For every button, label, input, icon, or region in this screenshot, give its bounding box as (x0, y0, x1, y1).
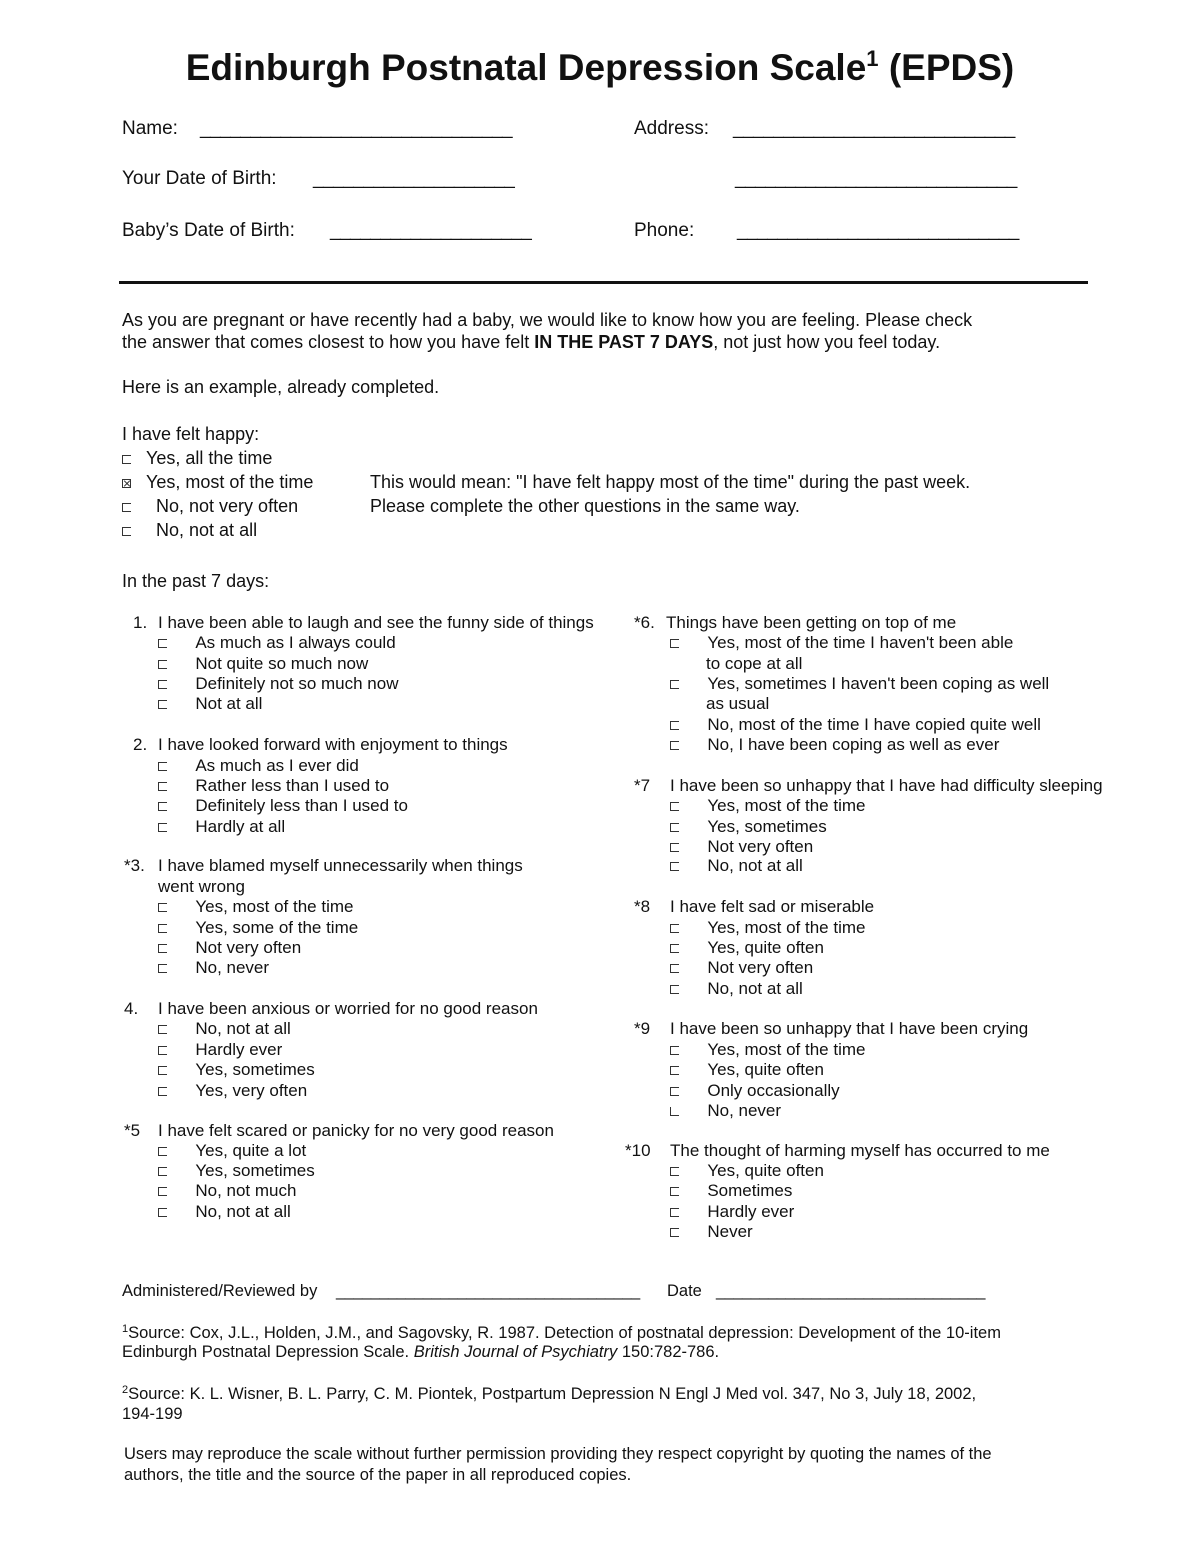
question-number: *3. (124, 856, 145, 875)
checkbox-icon[interactable] (670, 1107, 679, 1116)
name-label: Name: (122, 118, 178, 139)
answer-option[interactable]: Yes, sometimes (158, 1060, 315, 1080)
answer-option[interactable]: Definitely not so much now (158, 674, 399, 694)
checkbox-icon[interactable] (670, 741, 679, 750)
checkbox-icon[interactable] (158, 964, 167, 973)
address-label: Address: (634, 118, 709, 139)
checkbox-icon[interactable] (670, 1228, 679, 1237)
answer-option[interactable]: Never (670, 1222, 753, 1242)
example-option: Yes, all the time (122, 448, 272, 469)
question-text: I have been anxious or worried for no good reason (158, 999, 538, 1018)
source-2-line-2: 194-199 (122, 1405, 183, 1423)
question-text: The thought of harming myself has occurred to me (670, 1141, 1050, 1160)
answer-option[interactable]: Hardly ever (670, 1202, 794, 1222)
answer-option[interactable]: Yes, most of the time (670, 796, 865, 816)
answer-option[interactable]: As much as I ever did (158, 756, 359, 776)
question-number: 1. (133, 613, 148, 632)
checkbox-icon[interactable] (158, 782, 167, 791)
answer-option[interactable]: Yes, most of the time (670, 918, 865, 938)
checkbox-icon[interactable] (158, 1208, 167, 1217)
checkbox-icon[interactable] (158, 1046, 167, 1055)
usage-note-line-2: authors, the title and the source of the paper in all reproduced copies. (124, 1466, 632, 1484)
checkbox-icon (122, 503, 131, 512)
example-option-checked: Yes, most of the time (122, 472, 313, 493)
checkbox-icon[interactable] (158, 1187, 167, 1196)
checkbox-icon[interactable] (670, 1208, 679, 1217)
question-text: I have been so unhappy that I have been crying (670, 1019, 1029, 1038)
question-number: *10 (625, 1141, 651, 1160)
answer-option[interactable]: No, not at all (158, 1019, 291, 1039)
answer-option[interactable]: Yes, quite a lot (158, 1141, 306, 1161)
header-divider (119, 281, 1088, 284)
checkbox-icon[interactable] (670, 680, 679, 689)
checkbox-icon[interactable] (158, 762, 167, 771)
answer-option[interactable]: No, not at all (670, 856, 803, 876)
checkbox-icon[interactable] (158, 944, 167, 953)
answer-option[interactable]: As much as I always could (158, 633, 396, 653)
answer-option[interactable]: Yes, some of the time (158, 918, 358, 938)
answer-option[interactable]: Hardly ever (158, 1040, 282, 1060)
answer-option[interactable]: Yes, sometimes (158, 1161, 315, 1181)
answer-option[interactable]: No, most of the time I have copied quite well (670, 715, 1041, 735)
checkbox-icon[interactable] (670, 1066, 679, 1075)
answer-option[interactable]: Yes, very often (158, 1081, 307, 1101)
source-2-line-1: $^2$Source: K. L. Wisner, B. L. Parry, C. M. Piontek, Postpartum Depression N Engl J Med vol. 347, No 3, July 18, 2002, (122, 1384, 977, 1403)
example-question: I have felt happy: (122, 424, 260, 444)
question-text: I have felt scared or panicky for no very good reason (158, 1121, 554, 1140)
source-1-line-1: $^1$Source: Cox, J.L., Holden, J.M., and Sagovsky, R. 1987. Detection of postnatal depression: Development of the 10-item (122, 1323, 1001, 1342)
answer-option-continued: to cope at all (706, 654, 803, 673)
question-number: *6. (634, 613, 655, 632)
answer-option[interactable]: Not very often (670, 958, 813, 978)
answer-option-continued: as usual (706, 694, 770, 713)
checkbox-icon[interactable] (158, 924, 167, 933)
checkbox-icon[interactable] (670, 964, 679, 973)
checkbox-icon[interactable] (670, 823, 679, 832)
answer-option[interactable]: Only occasionally (670, 1081, 840, 1101)
answer-option[interactable]: Not quite so much now (158, 654, 368, 674)
checkbox-icon[interactable] (670, 1046, 679, 1055)
date-field[interactable]: _______________________________ (716, 1282, 985, 1300)
checkbox-icon[interactable] (158, 823, 167, 832)
baby-dob-label: Baby’s Date of Birth: (122, 220, 295, 241)
baby-dob-field[interactable]: ____________________ (330, 220, 532, 241)
checkbox-icon[interactable] (670, 924, 679, 933)
question-text: Things have been getting on top of me (666, 613, 957, 632)
answer-option[interactable]: Rather less than I used to (158, 776, 389, 796)
question-text: I have been so unhappy that I have had difficulty sleeping (670, 776, 1103, 795)
answer-option[interactable]: Sometimes (670, 1181, 792, 1201)
answer-option[interactable]: Hardly at all (158, 817, 285, 837)
example-option: No, not at all (122, 520, 257, 541)
answer-option[interactable]: Yes, sometimes (670, 817, 827, 837)
intro-line-2: the answer that comes closest to how you have felt IN THE PAST 7 DAYS, not just how you feel today. (122, 332, 941, 352)
answer-option[interactable]: Not very often (670, 837, 813, 857)
checkbox-icon[interactable] (158, 639, 167, 648)
answer-option[interactable]: No, not much (158, 1181, 296, 1201)
checkbox-icon[interactable] (670, 639, 679, 648)
checkbox-icon[interactable] (670, 1167, 679, 1176)
answer-option[interactable]: Yes, most of the time I haven't been able (670, 633, 1013, 653)
answer-option[interactable]: Definitely less than I used to (158, 796, 408, 816)
example-note-2: Please complete the other questions in the same way. (370, 496, 800, 516)
checkbox-icon[interactable] (158, 1147, 167, 1156)
answer-option[interactable]: Yes, most of the time (670, 1040, 865, 1060)
question-number: *8 (634, 897, 651, 916)
source-1-line-2: Edinburgh Postnatal Depression Scale. British Journal of Psychiatry 150:782-786. (122, 1343, 720, 1361)
dob-label: Your Date of Birth: (122, 168, 277, 189)
answer-option[interactable]: Yes, quite often (670, 938, 824, 958)
question-text-continued: went wrong (158, 877, 245, 896)
phone-field[interactable]: ____________________________ (737, 220, 1019, 241)
checkbox-icon[interactable] (158, 1025, 167, 1034)
question-number: 2. (133, 735, 148, 754)
checkbox-icon[interactable] (670, 944, 679, 953)
dob-field[interactable]: ____________________ (313, 168, 515, 189)
address-field[interactable]: ____________________________ (733, 118, 1015, 139)
answer-option[interactable]: Yes, quite often (670, 1060, 824, 1080)
checked-box-icon (122, 479, 131, 488)
checkbox-icon[interactable] (670, 802, 679, 811)
answer-option[interactable]: No, not at all (158, 1202, 291, 1222)
checkbox-icon[interactable] (158, 1066, 167, 1075)
example-option: No, not very often (122, 496, 298, 517)
usage-note-line-1: Users may reproduce the scale without further permission providing they respect copyright by quoting the names of the (124, 1445, 992, 1463)
checkbox-icon[interactable] (670, 985, 679, 994)
question-text: I have felt sad or miserable (670, 897, 875, 916)
answer-option[interactable]: Not at all (158, 694, 262, 714)
checkbox-icon[interactable] (158, 680, 167, 689)
answer-option[interactable]: Not very often (158, 938, 301, 958)
answer-option[interactable]: Yes, sometimes I haven't been coping as well (670, 674, 1049, 694)
checkbox-icon (122, 455, 131, 464)
question-text: I have looked forward with enjoyment to things (158, 735, 508, 754)
name-field[interactable]: _______________________________ (200, 118, 513, 139)
checkbox-icon[interactable] (158, 1167, 167, 1176)
answer-option[interactable]: No, never (670, 1101, 781, 1121)
question-number: *5 (124, 1121, 141, 1140)
address-field-line-2[interactable]: ____________________________ (735, 168, 1017, 189)
checkbox-icon[interactable] (670, 721, 679, 730)
phone-label: Phone: (634, 220, 695, 241)
checkbox-icon[interactable] (158, 1087, 167, 1096)
checkbox-icon[interactable] (158, 700, 167, 709)
question-text: I have been able to laugh and see the funny side of things (158, 613, 594, 632)
checkbox-icon[interactable] (158, 802, 167, 811)
checkbox-icon[interactable] (670, 1087, 679, 1096)
answer-option[interactable]: No, not at all (670, 979, 803, 999)
answer-option[interactable]: Yes, most of the time (158, 897, 353, 917)
checkbox-icon[interactable] (670, 862, 679, 871)
checkbox-icon[interactable] (670, 1187, 679, 1196)
checkbox-icon[interactable] (670, 843, 679, 852)
question-text: I have blamed myself unnecessarily when things (158, 856, 523, 875)
example-note-1: This would mean: "I have felt happy most of the time" during the past week. (370, 472, 971, 492)
administered-by-label: Administered/Reviewed by (122, 1282, 318, 1300)
past-7-days-heading: In the past 7 days: (122, 571, 270, 591)
example-intro: Here is an example, already completed. (122, 377, 440, 397)
question-number: *9 (634, 1019, 651, 1038)
checkbox-icon[interactable] (158, 660, 167, 669)
checkbox-icon[interactable] (158, 903, 167, 912)
checkbox-icon (122, 527, 131, 536)
administered-by-field[interactable]: ___________________________________ (336, 1282, 640, 1300)
intro-line-1: As you are pregnant or have recently had a baby, we would like to know how you are feeling. Please check (122, 310, 973, 330)
answer-option[interactable]: No, never (158, 958, 269, 978)
answer-option[interactable]: No, I have been coping as well as ever (670, 735, 999, 755)
answer-option[interactable]: Yes, quite often (670, 1161, 824, 1181)
page-title: Edinburgh Postnatal Depression Scale$^1$ (EPDS) (185, 46, 1015, 88)
question-number: *7 (634, 776, 651, 795)
question-number: 4. (124, 999, 139, 1018)
date-label: Date (667, 1282, 702, 1300)
